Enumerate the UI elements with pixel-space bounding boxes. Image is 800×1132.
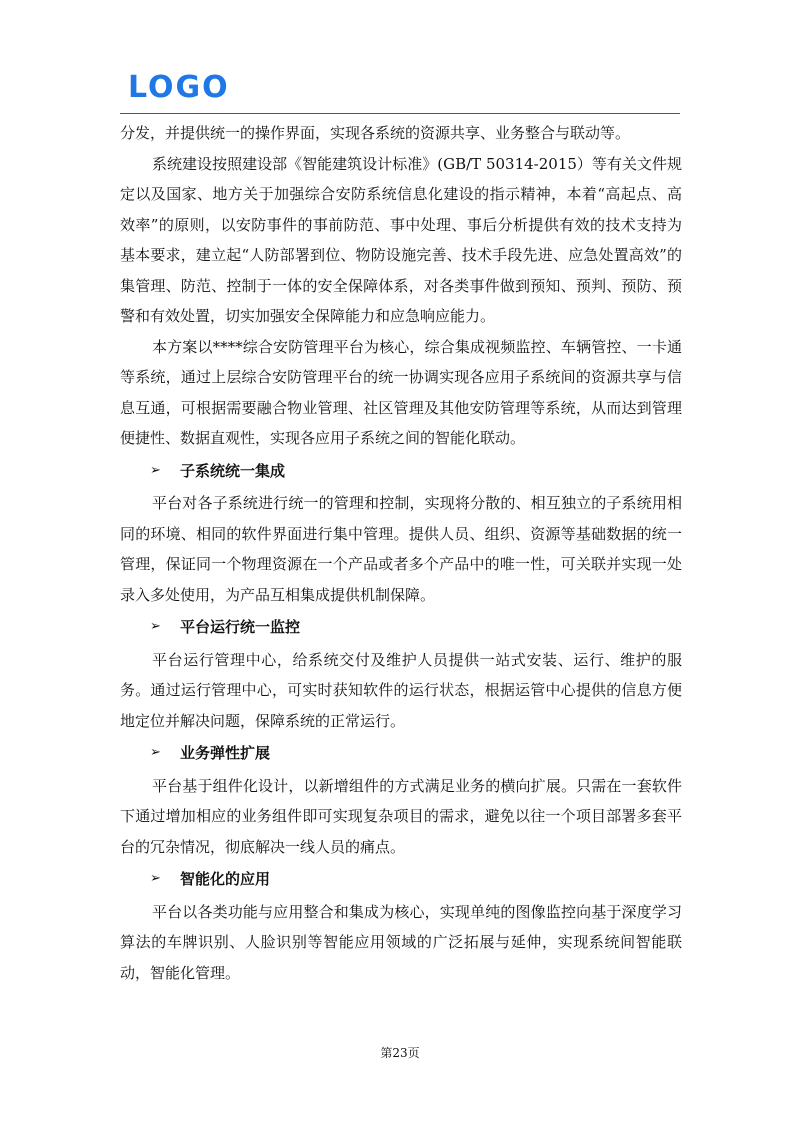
section-heading [150,456,682,487]
paragraph: 平台基于组件化设计，以新增组件的方式满足业务的横向扩展。只需在一套软件下通过增加相应的业务组件即可实现复杂项目的需求，避免以往一个项目部署多套平台的冗杂情况，彻底解决一线人员的痛点。 [120,776,682,856]
section-heading [150,864,682,895]
header-divider [120,113,680,114]
section-heading-text: 业务弹性扩展 [180,744,271,762]
paragraph: 本方案以****综合安防管理平台为核心，综合集成视频监控、车辆管控、一卡通等系统，通过上层综合安防管理平台的统一协调实现各应用子系统间的资源共享与信息互通，可根据需要融合物业管理、社区管理及其他安防管理等系统，从而达到管理便捷性、数据直观性，实现各应用子系统之间的智能化联动。 [120,337,682,447]
section-heading-text: 子系统统一集成 [180,461,286,480]
section-heading [150,612,682,643]
paragraph: 平台运行管理中心，给系统交付及维护人员提供一站式安装、运行、维护的服务。通过运行管理中心，可实时获知软件的运行状态，根据运管中心提供的信息方便地定位并解决问题，保障系统的正常运行。 [120,650,682,730]
arrow-bullet-icon: ➢ [150,462,161,478]
paragraph: 平台以各类功能与应用整合和集成为核心，实现单纯的图像监控向基于深度学习算法的车牌识别、人脸识别等智能应用领域的广泛拓展与延伸，实现系统间智能联动，智能化管理。 [120,902,682,982]
section-heading [150,738,682,769]
arrow-bullet-icon: ➢ [150,745,161,760]
arrow-bullet-icon: ➢ [150,619,161,634]
paragraph: 分发，并提供统一的操作界面，实现各系统的资源共享、业务整合与联动等。 [120,124,631,142]
arrow-bullet-icon: ➢ [150,871,161,886]
paragraph: 系统建设按照建设部《智能建筑设计标准》(GB/T 50314-2015）等有关文件规定以及国家、地方关于加强综合安防系统信息化建设的指示精神，本着“高起点、高效率”的原则，以安防事件的事前防范、事中处理、事后分析提供有效的技术支持为基本要求，建立起“人防部署到位、物防设施完善、技术手段先进、应急处置高效”的集管理、防范、控制于一体的安全保障体系，对各类事件做到预知、预判、预防、预警和有效处置，切实加强安全保障能力和应急响应能力。 [120,154,682,325]
section-heading-text: 平台运行统一监控 [180,618,301,636]
page-header [120,66,680,114]
page-number: 第23页 [380,1046,420,1060]
logo: LOGO [128,70,230,105]
paragraph: 平台对各子系统进行统一的管理和控制，实现将分散的、相互独立的子系统用相同的环境、相同的软件界面进行集中管理。提供人员、组织、资源等基础数据的统一管理，保证同一个物理资源在一个产品或者多个产品中的唯一性，可关联并实现一处录入多处使用，为产品互相集成提供机制保障。 [120,494,682,604]
document-body [120,118,682,988]
section-heading-text: 智能化的应用 [180,870,271,888]
